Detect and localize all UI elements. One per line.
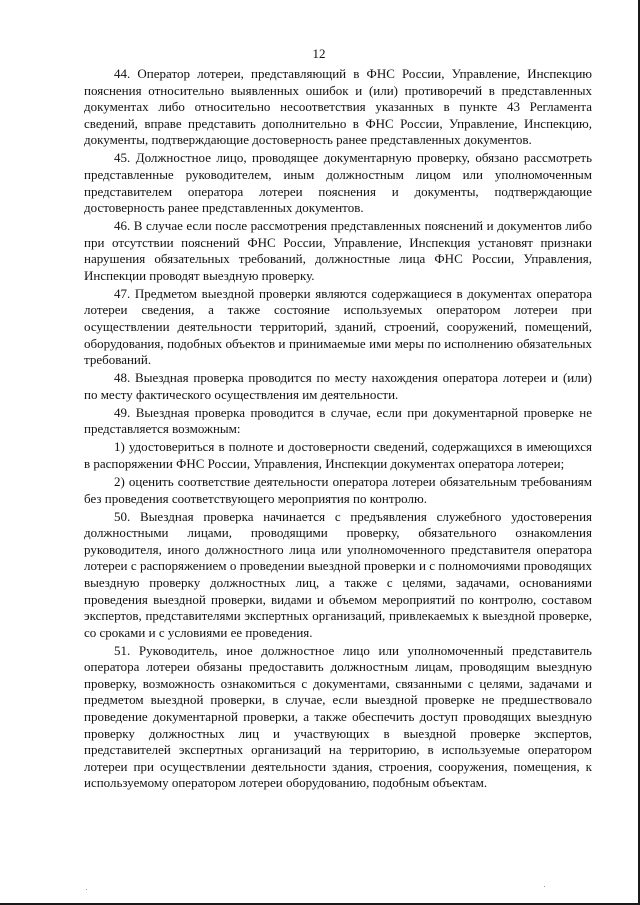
- scan-speck: [86, 889, 87, 890]
- paragraph-45: 45. Должностное лицо, проводящее документарную проверку, обязано рассмотреть представленные руководителем, иным должностным лицом или уполномоченным представителем оператора лотереи пояснения и документы, подтверждающие достоверность ранее представленных документов.: [84, 150, 592, 216]
- paragraph-51: 51. Руководитель, иное должностное лицо или уполномоченный представитель оператора лотереи обязаны предоставить должностным лицам, проводящим выездную проверку, возможность ознакомиться с документами, связанными с целями, задачами и предметом выездной проверки, в случае, если выездной проверке не предшествовало проведение документарной проверки, а также обеспечить доступ проводящих выездную проверку должностных лиц и участвующих в выездной проверке экспертов, представителей экспертных организаций на территорию, в используемые оператором лотереи при осуществлении деятельности здания, строения, сооружения, помещения, к используемому оператором лотереи оборудованию, подобным объектам.: [84, 642, 592, 791]
- paragraph-47: 47. Предметом выездной проверки являются содержащиеся в документах оператора лотереи сведения, а также состояние используемых оператором лотереи при осуществлении деятельности территорий, зданий, строений, сооружений, помещений, оборудования, подобных объектов и принимаемые ими меры по исполнению обязательных требований.: [84, 285, 592, 368]
- document-body: [84, 66, 592, 793]
- paragraph-49-item-2: 2) оценить соответствие деятельности оператора лотереи обязательным требованиям без проведения соответствующего мероприятия по контролю.: [84, 473, 592, 506]
- paragraph-48: 48. Выездная проверка проводится по месту нахождения оператора лотереи и (или) по месту фактического осуществления им деятельности.: [84, 370, 592, 402]
- paragraph-50: 50. Выездная проверка начинается с предъявления служебного удостоверения должностными лицами, проводящими проверку, обязательного ознакомления руководителя, иного должностного лица или уполномоченного представителя оператора лотереи с распоряжением о проведении выездной проверки и с полномочиями проводящих выездную проверку должностных лиц, а также с целями, задачами, основаниями проведения выездной проверки, видами и объемом мероприятий по контролю, составом экспертов, представителями экспертных организаций, привлекаемых к выездной проверке, со сроками и с условиями ее проведения.: [84, 508, 592, 640]
- paragraph-49-item-1: 1) удостовериться в полноте и достоверности сведений, содержащихся в имеющихся в распоряжении ФНС России, Управления, Инспекции документах оператора лотереи;: [84, 439, 592, 471]
- paragraph-49: 49. Выездная проверка проводится в случае, если при документарной проверке не представляется возможным:: [84, 404, 592, 437]
- page-number: 12: [312, 46, 326, 61]
- scan-speck: [544, 886, 545, 887]
- paragraph-44: 44. Оператор лотереи, представляющий в ФНС России, Управление, Инспекцию пояснения относительно выявленных ошибок и (или) противоречий в представленных документах либо относительно несоответствия указанных в пункте 43 Регламента сведений, вправе представить дополнительно в ФНС России, Управление, Инспекцию, документы, подтверждающие достоверность ранее представленных документов.: [84, 66, 592, 148]
- paragraph-46: 46. В случае если после рассмотрения представленных пояснений и документов либо при отсутствии пояснений ФНС России, Управление, Инспекция установят признаки нарушения обязательных требований, должностные лица ФНС России, Управления, Инспекции проводят выездную проверку.: [84, 218, 592, 283]
